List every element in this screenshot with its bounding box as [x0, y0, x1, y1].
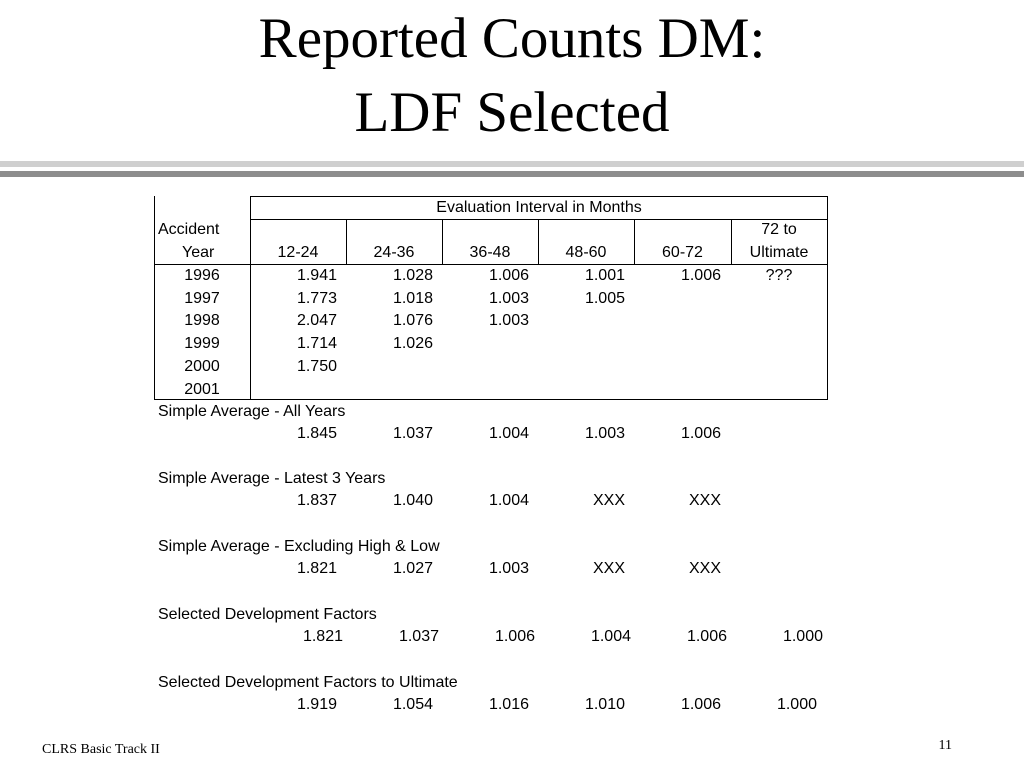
ldf-cell-12-24: 1.750 — [296, 357, 337, 375]
title-line-2: LDF Selected — [354, 81, 670, 144]
footer-course-name: CLRS Basic Track II — [42, 742, 160, 757]
average-value-36-48: 1.004 — [488, 492, 529, 509]
average-value-12-24: 1.821 — [302, 628, 343, 645]
average-value-48-60: 1.010 — [584, 696, 625, 713]
title-divider — [0, 161, 1024, 177]
ldf-cell-12-24: 1.714 — [296, 335, 337, 353]
average-value-60-72: 1.006 — [686, 628, 727, 645]
accident-header-line-1: Accident — [158, 221, 220, 238]
ldf-cell-48-60: 1.005 — [584, 289, 625, 307]
average-value-ultimate: 1.000 — [782, 628, 823, 645]
ldf-cell-24-36: 1.076 — [392, 312, 433, 330]
average-value-48-60: 1.004 — [590, 628, 631, 645]
col-header-ultimate-line-1: 72 to — [761, 221, 797, 238]
average-label: Simple Average - Excluding High & Low — [158, 538, 440, 555]
average-value-ultimate: 1.000 — [776, 696, 817, 713]
col-header-12-24: 12-24 — [277, 244, 319, 261]
ldf-cell-24-36: 1.026 — [392, 335, 433, 353]
average-value-12-24: 1.845 — [296, 425, 337, 442]
average-value-24-36: 1.040 — [392, 492, 433, 509]
average-value-36-48: 1.006 — [494, 628, 535, 645]
ldf-cell-12-24: 2.047 — [296, 312, 337, 330]
accident-year-cell: 1997 — [184, 289, 220, 307]
accident-year-cell: 1998 — [184, 312, 220, 330]
average-value-24-36: 1.027 — [392, 560, 433, 577]
table-border-right — [827, 196, 828, 400]
average-value-48-60: XXX — [592, 492, 625, 509]
average-value-24-36: 1.037 — [398, 628, 439, 645]
average-value-36-48: 1.004 — [488, 425, 529, 442]
ldf-cell-24-36: 1.018 — [392, 289, 433, 307]
ldf-cell-12-24: 1.941 — [296, 267, 337, 284]
ldf-cell-48-60: 1.001 — [584, 267, 625, 284]
average-label: Simple Average - All Years — [158, 403, 346, 420]
accident-year-cell: 1996 — [184, 267, 220, 284]
col-header-48-60: 48-60 — [565, 244, 607, 261]
average-value-60-72: 1.006 — [680, 696, 721, 713]
col-header-60-72: 60-72 — [662, 244, 703, 261]
average-value-12-24: 1.821 — [296, 560, 337, 577]
accident-year-cell: 2001 — [184, 380, 220, 398]
ldf-cell-ultimate: ??? — [765, 267, 793, 284]
average-value-60-72: XXX — [688, 560, 721, 577]
average-value-60-72: XXX — [688, 492, 721, 509]
group-header: Evaluation Interval in Months — [436, 199, 642, 216]
accident-year-cell: 2000 — [184, 357, 220, 375]
average-value-60-72: 1.006 — [680, 425, 721, 442]
ldf-cell-12-24: 1.773 — [296, 289, 337, 307]
accident-header-line-2: Year — [182, 244, 215, 261]
col-header-ultimate-line-2: Ultimate — [749, 244, 809, 261]
average-value-36-48: 1.016 — [488, 696, 529, 713]
average-value-24-36: 1.037 — [392, 425, 433, 442]
average-label: Selected Development Factors — [158, 606, 377, 623]
average-value-36-48: 1.003 — [488, 560, 529, 577]
ldf-cell-36-48: 1.003 — [488, 289, 529, 307]
average-label: Selected Development Factors to Ultimate — [158, 674, 458, 691]
ldf-cell-36-48: 1.006 — [488, 267, 529, 284]
average-value-12-24: 1.919 — [296, 696, 337, 713]
page-number: 11 — [938, 738, 952, 753]
slide-title — [0, 2, 1024, 150]
average-value-48-60: XXX — [592, 560, 625, 577]
average-label: Simple Average - Latest 3 Years — [158, 470, 386, 487]
ldf-cell-24-36: 1.028 — [392, 267, 433, 284]
title-line-1: Reported Counts DM: — [258, 7, 766, 70]
accident-year-cell: 1999 — [184, 335, 220, 353]
ldf-cell-60-72: 1.006 — [680, 267, 721, 284]
average-value-12-24: 1.837 — [296, 492, 337, 509]
divider-dark — [0, 171, 1024, 177]
col-header-36-48: 36-48 — [469, 244, 511, 261]
average-value-24-36: 1.054 — [392, 696, 433, 713]
average-value-48-60: 1.003 — [584, 425, 625, 442]
ldf-cell-36-48: 1.003 — [488, 312, 529, 330]
table-border-bottom — [154, 399, 828, 400]
col-header-24-36: 24-36 — [373, 244, 415, 261]
divider-light — [0, 161, 1024, 167]
